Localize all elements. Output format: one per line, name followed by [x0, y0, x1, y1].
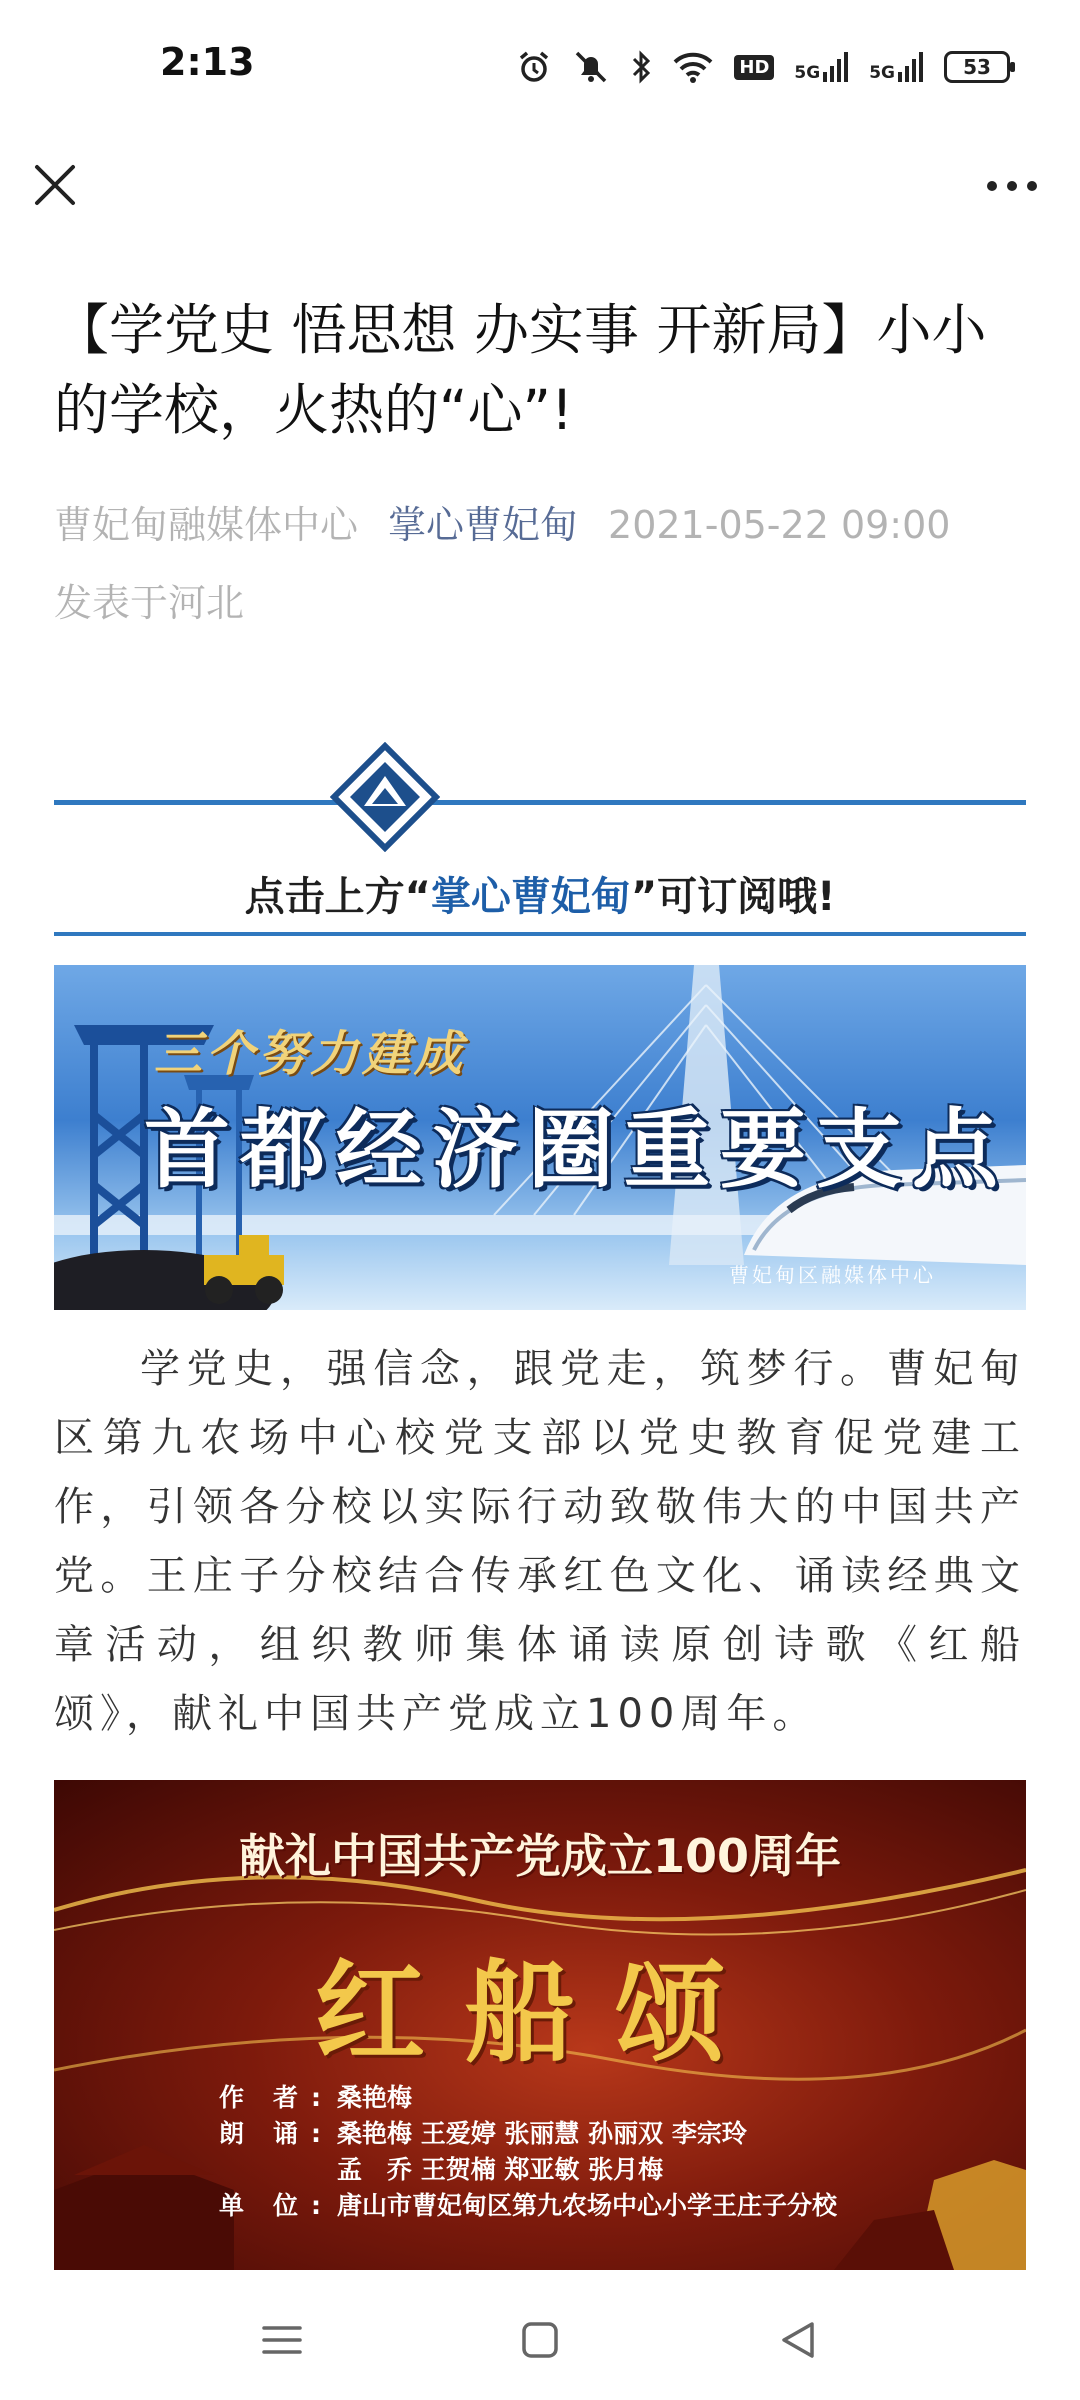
credit-label: 单 位: [219, 2191, 301, 2220]
credit-separator-spacer: [311, 2152, 337, 2188]
bluetooth-icon: [630, 49, 652, 85]
credit-label: 作 者: [219, 2083, 301, 2112]
publish-date: 2021-05-22 09:00: [608, 503, 951, 547]
close-icon[interactable]: [32, 162, 78, 208]
article-title: 【学党史 悟思想 办实事 开新局】小小的学校，火热的“心”!: [54, 298, 987, 442]
subscribe-account[interactable]: 掌心曹妃甸: [430, 874, 631, 920]
network-type-1: 5G: [794, 63, 821, 83]
more-icon[interactable]: [984, 166, 1040, 206]
credit-separator: :: [311, 2119, 321, 2148]
divider-line: [54, 932, 1026, 936]
banner-kicker: 三个努力建成: [154, 1026, 467, 1082]
credit-value: 桑艳梅: [337, 2083, 413, 2112]
battery-indicator: 53: [944, 51, 1010, 83]
status-bar: [0, 0, 1080, 140]
nav-bar: [0, 140, 1080, 250]
credit-label: 朗 诵: [219, 2119, 301, 2148]
credit-value: 孟 乔 王贺楠 郑亚敏 张月梅: [337, 2155, 664, 2184]
status-icons: [516, 42, 1010, 92]
system-navigation-bar: [0, 2270, 1080, 2400]
banner-image-economic-circle[interactable]: [54, 965, 1026, 1310]
credit-value: 唐山市曹妃甸区第九农场中心小学王庄子分校: [337, 2191, 838, 2220]
signal-icon: [898, 52, 924, 82]
wifi-icon: [672, 50, 714, 84]
signal-icon: [823, 52, 849, 82]
subscribe-prefix: 点击上方“: [244, 874, 431, 920]
network-type-2: 5G: [869, 63, 895, 83]
credit-author-row: [219, 2080, 837, 2116]
status-time: 2:13: [160, 40, 255, 84]
poem-title: 红船颂: [315, 1948, 765, 2077]
subscribe-prompt: [54, 865, 1026, 922]
banner-credit: 曹妃甸区融媒体中心: [729, 1263, 936, 1287]
publish-location: 发表于河北: [54, 581, 245, 625]
credit-label-spacer: [219, 2152, 311, 2188]
divider-line: [54, 800, 1026, 805]
poem-credits: [219, 2080, 837, 2224]
mute-bell-icon: [572, 49, 610, 85]
credit-separator: :: [311, 2191, 321, 2220]
banner-headline: 首都经济圈重要支点: [144, 1100, 1008, 1200]
article-paragraph: 学党史，强信念，跟党走，筑梦行。曹妃甸区第九农场中心校党支部以党史教育促党建工作，引领各分校以实际行动致敬伟大的中国共产党。王庄子分校结合传承红色文化、诵读经典文章活动，组织教师集体诵读原创诗歌《红船颂》，献礼中国共产党成立100周年。: [54, 1346, 1026, 1737]
credit-reciters-row-2: [219, 2152, 837, 2188]
banner-image-red-boat-ode[interactable]: [54, 1780, 1026, 2270]
article-meta: [54, 492, 1044, 558]
home-icon[interactable]: [510, 2310, 570, 2370]
subscribe-suffix: ”可订阅哦!: [630, 874, 836, 920]
credit-value: 桑艳梅 王爱婷 张丽慧 孙丽双 李宗玲: [337, 2119, 747, 2148]
banner-top-line: 献礼中国共产党成立100周年: [238, 1829, 842, 1883]
menu-icon[interactable]: [252, 2310, 312, 2370]
signal-5g-2: [869, 52, 924, 82]
back-icon[interactable]: [768, 2310, 828, 2370]
account-link[interactable]: 掌心曹妃甸: [388, 503, 579, 547]
credit-unit-row: [219, 2188, 837, 2224]
diamond-logo-icon: [330, 742, 440, 852]
credit-reciters-row: [219, 2116, 837, 2152]
article-source: 曹妃甸融媒体中心: [54, 503, 359, 547]
alarm-icon: [516, 49, 552, 85]
hd-badge: HD: [734, 55, 774, 80]
credit-separator: :: [311, 2083, 321, 2112]
signal-5g-1: [794, 52, 849, 82]
